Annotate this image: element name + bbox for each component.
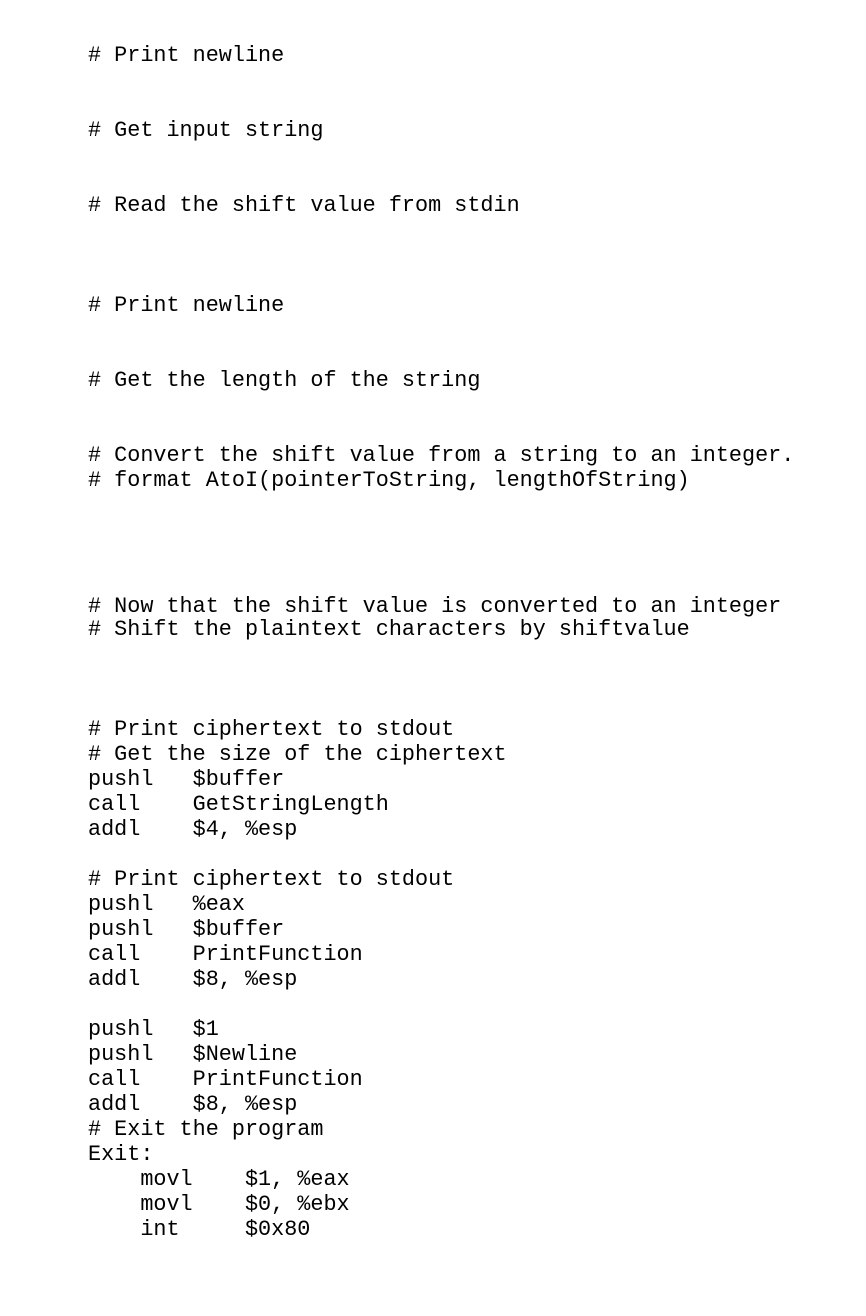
code-line-instruction: addl $4, %esp <box>88 817 298 842</box>
code-line-comment: # Get the size of the ciphertext <box>88 742 507 767</box>
code-line-instruction: pushl $buffer <box>88 917 285 942</box>
code-line-instruction: movl $0, %ebx <box>88 1192 350 1217</box>
code-line-instruction: movl $1, %eax <box>88 1167 350 1192</box>
code-line-label: Exit: <box>88 1142 154 1167</box>
code-line-instruction: addl $8, %esp <box>88 1092 298 1117</box>
code-line-comment: # format AtoI(pointerToString, lengthOfString) <box>88 468 690 493</box>
code-line-comment: # Read the shift value from stdin <box>88 193 520 218</box>
code-line-instruction: call GetStringLength <box>88 792 389 817</box>
code-line-comment: # Print newline <box>88 293 285 318</box>
code-line-instruction: pushl $buffer <box>88 767 285 792</box>
code-line-comment: # Convert the shift value from a string to an integer. <box>88 443 795 468</box>
code-line-instruction: addl $8, %esp <box>88 967 298 992</box>
code-line-comment: # Print newline <box>88 43 285 68</box>
code-line-comment: # Now that the shift value is converted to an integer <box>88 594 782 619</box>
code-line-instruction: pushl %eax <box>88 892 245 917</box>
code-line-comment: # Get the length of the string <box>88 368 481 393</box>
code-line-comment: # Shift the plaintext characters by shiftvalue <box>88 617 690 642</box>
code-line-comment: # Print ciphertext to stdout <box>88 867 455 892</box>
code-line-instruction: int $0x80 <box>88 1217 311 1242</box>
code-line-comment: # Print ciphertext to stdout <box>88 717 455 742</box>
code-line-instruction: pushl $Newline <box>88 1042 298 1067</box>
code-line-instruction: call PrintFunction <box>88 1067 363 1092</box>
code-line-instruction: pushl $1 <box>88 1017 219 1042</box>
code-line-comment: # Exit the program <box>88 1117 324 1142</box>
code-line-instruction: call PrintFunction <box>88 942 363 967</box>
code-line-comment: # Get input string <box>88 118 324 143</box>
